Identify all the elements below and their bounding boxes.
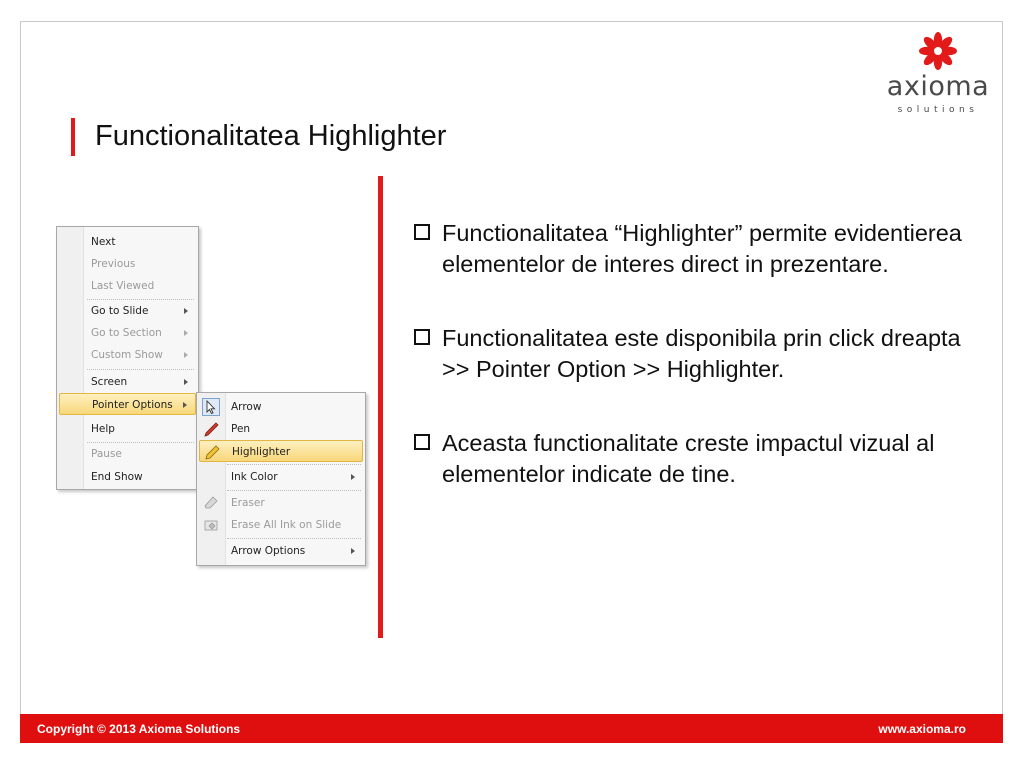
menu-item-custom-show[interactable] [59,344,196,366]
menu-item-pointer-options[interactable] [59,393,196,415]
menu-item-label: Pen [231,423,251,435]
menu-item-erase-all-ink[interactable] [199,514,363,536]
menu-item-label: Custom Show [91,349,163,361]
menu-item-label: Pause [91,448,122,460]
menu-item-end-show[interactable] [59,466,196,488]
flower-logo-icon [914,30,962,76]
submenu-arrow-icon [351,474,355,480]
footer-copyright: Copyright © 2013 Axioma Solutions [37,722,241,736]
menu-item-screen[interactable] [59,371,196,393]
checkbox-bullet-icon [414,329,430,345]
menu-item-label: Pointer Options [92,399,173,411]
menu-item-label: End Show [91,471,143,483]
logo-wordmark: axioma [886,71,990,102]
slideshow-context-menu [56,226,199,490]
menu-item-eraser[interactable] [199,492,363,514]
axioma-logo [882,30,994,120]
footer-bar [20,714,1003,743]
erase-all-icon [203,517,219,533]
vertical-divider [378,176,383,638]
bullet-text: Aceasta functionalitate creste impactul vizual al elementelor indicate de tine. [442,430,935,487]
menu-item-previous[interactable] [59,253,196,275]
menu-item-arrow[interactable] [199,396,363,418]
menu-separator [227,464,361,465]
bullet-item [412,323,972,385]
arrow-pointer-icon [202,398,220,416]
bullet-item [412,218,972,280]
slide-title: Functionalitatea Highlighter [95,120,447,152]
menu-item-label: Help [91,423,115,435]
menu-item-label: Arrow [231,401,262,413]
bullet-text: Functionalitatea este disponibila prin click dreapta >> Pointer Option >> Highlighter. [442,325,961,382]
menu-item-label: Next [91,236,116,248]
menu-item-pen[interactable] [199,418,363,440]
menu-item-label: Arrow Options [231,545,306,557]
menu-item-label: Erase All Ink on Slide [231,519,342,531]
checkbox-bullet-icon [414,434,430,450]
submenu-arrow-icon [184,352,188,358]
checkbox-bullet-icon [414,224,430,240]
pen-icon [203,421,219,437]
pointer-options-submenu [196,392,366,566]
menu-separator [87,369,194,370]
menu-item-label: Previous [91,258,136,270]
menu-item-help[interactable] [59,418,196,440]
menu-separator [227,538,361,539]
bullet-text: Functionalitatea “Highlighter” permite evidentierea elementelor de interes direct in prezentare. [442,220,962,277]
menu-item-label: Go to Section [91,327,162,339]
menu-item-label: Last Viewed [91,280,155,292]
menu-item-highlighter[interactable] [199,440,363,462]
title-accent-bar [71,118,75,156]
bullet-list [412,218,972,533]
menu-item-label: Ink Color [231,471,278,483]
menu-item-label: Highlighter [232,446,291,458]
eraser-icon [203,495,219,511]
menu-item-pause[interactable] [59,443,196,465]
highlighter-icon [204,444,220,460]
logo-tagline: solutions [897,105,979,115]
footer-website-link[interactable]: www.axioma.ro [878,722,966,736]
submenu-arrow-icon [184,379,188,385]
menu-item-label: Go to Slide [91,305,149,317]
menu-item-go-to-section[interactable] [59,322,196,344]
menu-item-last-viewed[interactable] [59,275,196,297]
menu-item-label: Eraser [231,497,265,509]
submenu-arrow-icon [183,402,187,408]
menu-item-ink-color[interactable] [199,466,363,488]
submenu-arrow-icon [184,330,188,336]
submenu-arrow-icon [351,548,355,554]
menu-separator [227,490,361,491]
bullet-item [412,428,972,490]
submenu-arrow-icon [184,308,188,314]
menu-item-go-to-slide[interactable] [59,300,196,322]
menu-item-next[interactable] [59,231,196,253]
menu-item-arrow-options[interactable] [199,540,363,562]
menu-item-label: Screen [91,376,128,388]
